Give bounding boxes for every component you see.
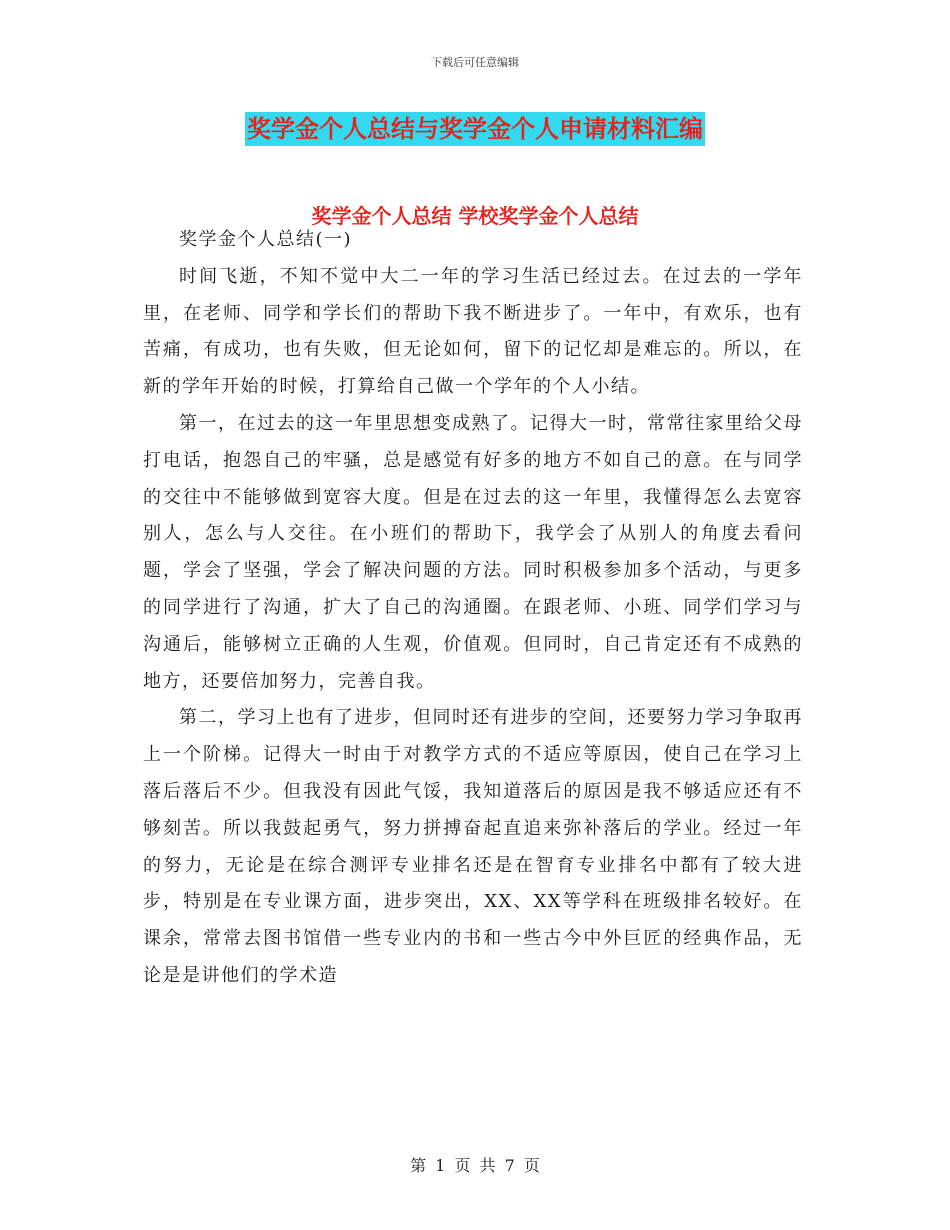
paragraph: 第二，学习上也有了进步，但同时还有进步的空间，还要努力学习争取再上一个阶梯。记得大一时由于对教学方式的不适应等原因，使自己在学习上落后落后不少。但我没有因此气馁，我知道落后的原因是我不够适应还有不够刻苦。所以我鼓起勇气，努力拼搏奋起直追来弥补落后的学业。经过一年的努力，无论是在综合测评专业排名还是在智育专业排名中都有了较大进步，特别是在专业课方面，进步突出，XX、XX等学科在班级排名较好。在课余，常常去图书馆借一些专业内的书和一些古今中外巨匠的经典作品，无论是是讲他们的学术造 xyxy=(143,707,803,986)
main-title-container xyxy=(0,112,950,146)
page-header-note: 下载后可任意编辑 xyxy=(431,56,519,69)
paragraph-heading: 奖学金个人总结(一) xyxy=(179,229,353,250)
section-title: 奖学金个人总结 学校奖学金个人总结 xyxy=(311,204,639,228)
paragraph: 第一，在过去的这一年里思想变成熟了。记得大一时，常常往家里给父母打电话，抱怨自己的牢骚，总是感觉有好多的地方不如自己的意。在与同学的交往中不能够做到宽容大度。但是在过去的这一年里，我懂得怎么去宽容别人，怎么与人交往。在小班们的帮助下，我学会了从别人的角度去看问题，学会了坚强，学会了解决问题的方法。同时积极参加多个活动，与更多的同学进行了沟通，扩大了自己的沟通圈。在跟老师、小班、同学们学习与沟通后，能够树立正确的人生观，价值观。但同时，自己肯定还有不成熟的地方，还要倍加努力，完善自我。 xyxy=(143,412,803,692)
page-footer: 第 1 页 共 7 页 xyxy=(410,1156,540,1175)
main-title: 奖学金个人总结与奖学金个人申请材料汇编 xyxy=(245,112,705,146)
document-body xyxy=(143,222,803,995)
paragraph: 时间飞逝，不知不觉中大二一年的学习生活已经过去。在过去的一学年里，在老师、同学和学长们的帮助下我不断进步了。一年中，有欢乐，也有苦痛，有成功，也有失败，但无论如何，留下的记忆却是难忘的。所以，在新的学年开始的时候，打算给自己做一个学年的个人小结。 xyxy=(143,265,803,398)
